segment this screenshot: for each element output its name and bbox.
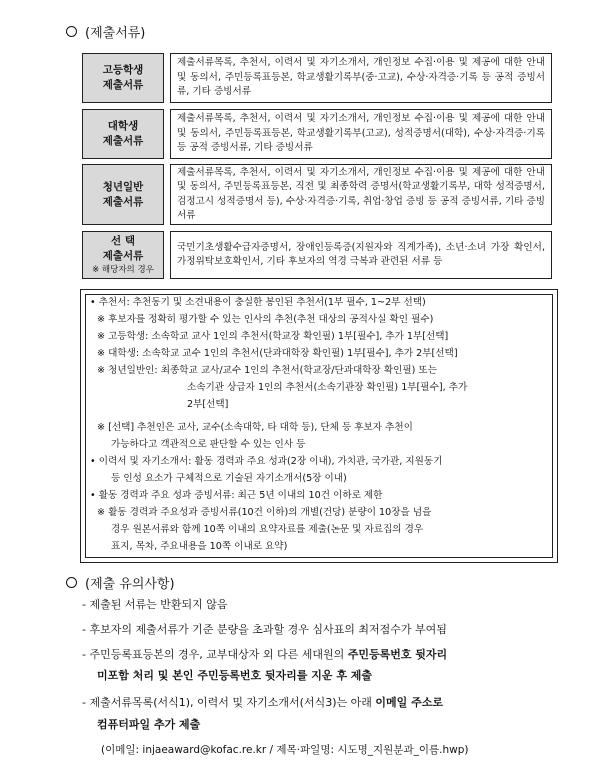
label-line: 고등학생	[102, 64, 144, 76]
rec-line: 등 인성 요소가 구체적으로 기술된 자기소개서(5장 이내)	[111, 473, 347, 484]
row-label	[82, 109, 164, 159]
row-content-text: 제출서류목록, 추천서, 이력서 및 자기소개서, 개인정보 수집·이용 및 제공에 대한 안내 및 동의서, 주민등록표등본, 학교생활기록부(고교), 성적증명서(대학), 수상·자격증·기록 등 공적 증빙서류, 기타 증빙서류	[177, 113, 545, 154]
label-line: 제출서류	[102, 250, 144, 262]
caution-emphasis: 주민등록번호 뒷자리	[347, 648, 448, 661]
docs-row-optional	[82, 231, 552, 279]
email-prefix: (이메일:	[101, 744, 143, 756]
label-line: 청년일반	[102, 180, 144, 193]
email-address: injaeaward@kofac.re.kr	[142, 744, 267, 756]
rec-line: ※ 후보자를 정확히 평가할 수 있는 인사의 추천(추천 대상의 공적사실 확인 필수)	[97, 314, 434, 325]
rec-line: ※ [선택] 추천인은 교사, 교수(소속대학, 타 대학 등), 단체 등 후보자 추천이	[97, 422, 413, 433]
rec-line: 2부[선택]	[187, 399, 229, 410]
rec-line: • 추천서: 추천동기 및 소견내용이 충실한 봉인된 추천서(1부 필수, 1~2부 선택)	[90, 297, 426, 308]
label-line: 제출서류	[102, 135, 144, 147]
label-line: 제출서류	[102, 195, 144, 208]
docs-row-highschool	[82, 53, 552, 103]
row-content	[170, 53, 552, 103]
email-info	[101, 741, 468, 759]
caution-text: - 주민등록표등본의 경우, 교부대상자 외 다른 세대원의	[82, 648, 348, 661]
section-title: (제출 유의사항)	[85, 577, 175, 592]
rec-line: ※ 고등학생: 소속학교 교사 1인의 추천서(학교장 확인필) 1부[필수], 추가 1부[선택]	[97, 331, 449, 342]
section-heading-documents	[66, 22, 145, 41]
label-line: 선 택	[111, 235, 135, 247]
caution-item: - 후보자의 제출서류가 기준 분량을 초과할 경우 심사표의 최저점수가 부여됨	[82, 623, 447, 636]
row-content	[170, 164, 552, 225]
row-label	[82, 164, 164, 225]
caution-item-continued: 미포함 처리 및 본인 주민등록번호 뒷자리를 지운 후 제출	[97, 669, 373, 682]
label-note: ※ 해당자의 경우	[92, 265, 154, 275]
caution-item: - 제출된 서류는 반환되지 않음	[82, 598, 228, 611]
rec-line: • 이력서 및 자기소개서: 활동 경력과 주요 성과(2장 이내), 가치관, 국가관, 지원동기	[90, 456, 443, 467]
email-suffix: / 제목·파일명: 시도명_지원분과_이름.hwp)	[266, 744, 469, 756]
docs-row-youth	[82, 164, 552, 225]
row-content-text: 제출서류목록, 추천서, 이력서 및 자기소개서, 개인정보 수집·이용 및 제공에 대한 안내 및 동의서, 주민등록표등본, 직전 및 최종학력 증명서(학교생활기록부, 대학 성적증명서, 검정고시 성적증명서 등), 수상·자격증·기록, 취업·창업 증빙 등 공적 증빙서류, 기타 증빙서류	[177, 166, 545, 221]
row-content	[170, 109, 552, 159]
row-label	[82, 53, 164, 103]
label-line: 제출서류	[102, 79, 144, 91]
docs-row-university	[82, 109, 552, 159]
caution-text: - 제출서류목록(서식1), 이력서 및 자기소개서(서식3)는 아래	[82, 696, 376, 709]
section-title: (제출서류)	[85, 26, 146, 41]
caution-item	[82, 694, 443, 712]
row-content-text: 국민기초생활수급자증명서, 장애인등록증(지원자와 직계가족), 소년·소녀 가장 확인서, 가정위탁보호확인서, 기타 후보자의 역경 극복과 관련된 서류 등	[177, 241, 545, 267]
rec-line: 표지, 목차, 주요내용을 10쪽 이내로 요약)	[111, 541, 288, 552]
rec-line: ※ 활동 경력과 주요성과 증빙서류(10건 이하)의 개별(건당) 분량이 10장을 넘을	[97, 507, 432, 518]
row-label	[82, 231, 164, 279]
caution-item-continued: 컴퓨터파일 추가 제출	[97, 718, 201, 731]
circle-bullet-icon	[66, 577, 77, 588]
circle-bullet-icon	[66, 26, 77, 37]
row-content	[170, 231, 552, 279]
rec-line: 경우 원본서류와 함께 10쪽 이내의 요약자료를 제출(논문 및 자료집의 경우	[111, 524, 424, 535]
rec-line: 소속기관 상급자 1인의 추천서(소속기관장 확인필) 1부[필수], 추가	[187, 382, 468, 393]
row-content-text: 제출서류목록, 추천서, 이력서 및 자기소개서, 개인정보 수집·이용 및 제공에 대한 안내 및 동의서, 주민등록표등본, 학교생활기록부(중·고교), 수상·자격증·기록 등 공적 증빙서류, 기타 증빙서류	[177, 57, 545, 98]
section-heading-cautions	[66, 573, 175, 592]
label-line: 대학생	[107, 120, 139, 132]
caution-item	[82, 646, 447, 664]
rec-line: ※ 청년일반인: 최종학교 교사/교수 1인의 추천서(학교장/단과대학장 확인필) 또는	[97, 365, 437, 376]
rec-line: • 활동 경력과 주요 성과 증빙서류: 최근 5년 이내의 10건 이하로 제한	[90, 490, 383, 501]
caution-emphasis: 이메일 주소로	[375, 696, 443, 709]
rec-line: ※ 대학생: 소속학교 교수 1인의 추천서(단과대학장 확인필) 1부[필수], 추가 2부[선택]	[97, 348, 458, 359]
rec-line: 가능하다고 객관적으로 판단할 수 있는 인사 등	[111, 439, 306, 450]
